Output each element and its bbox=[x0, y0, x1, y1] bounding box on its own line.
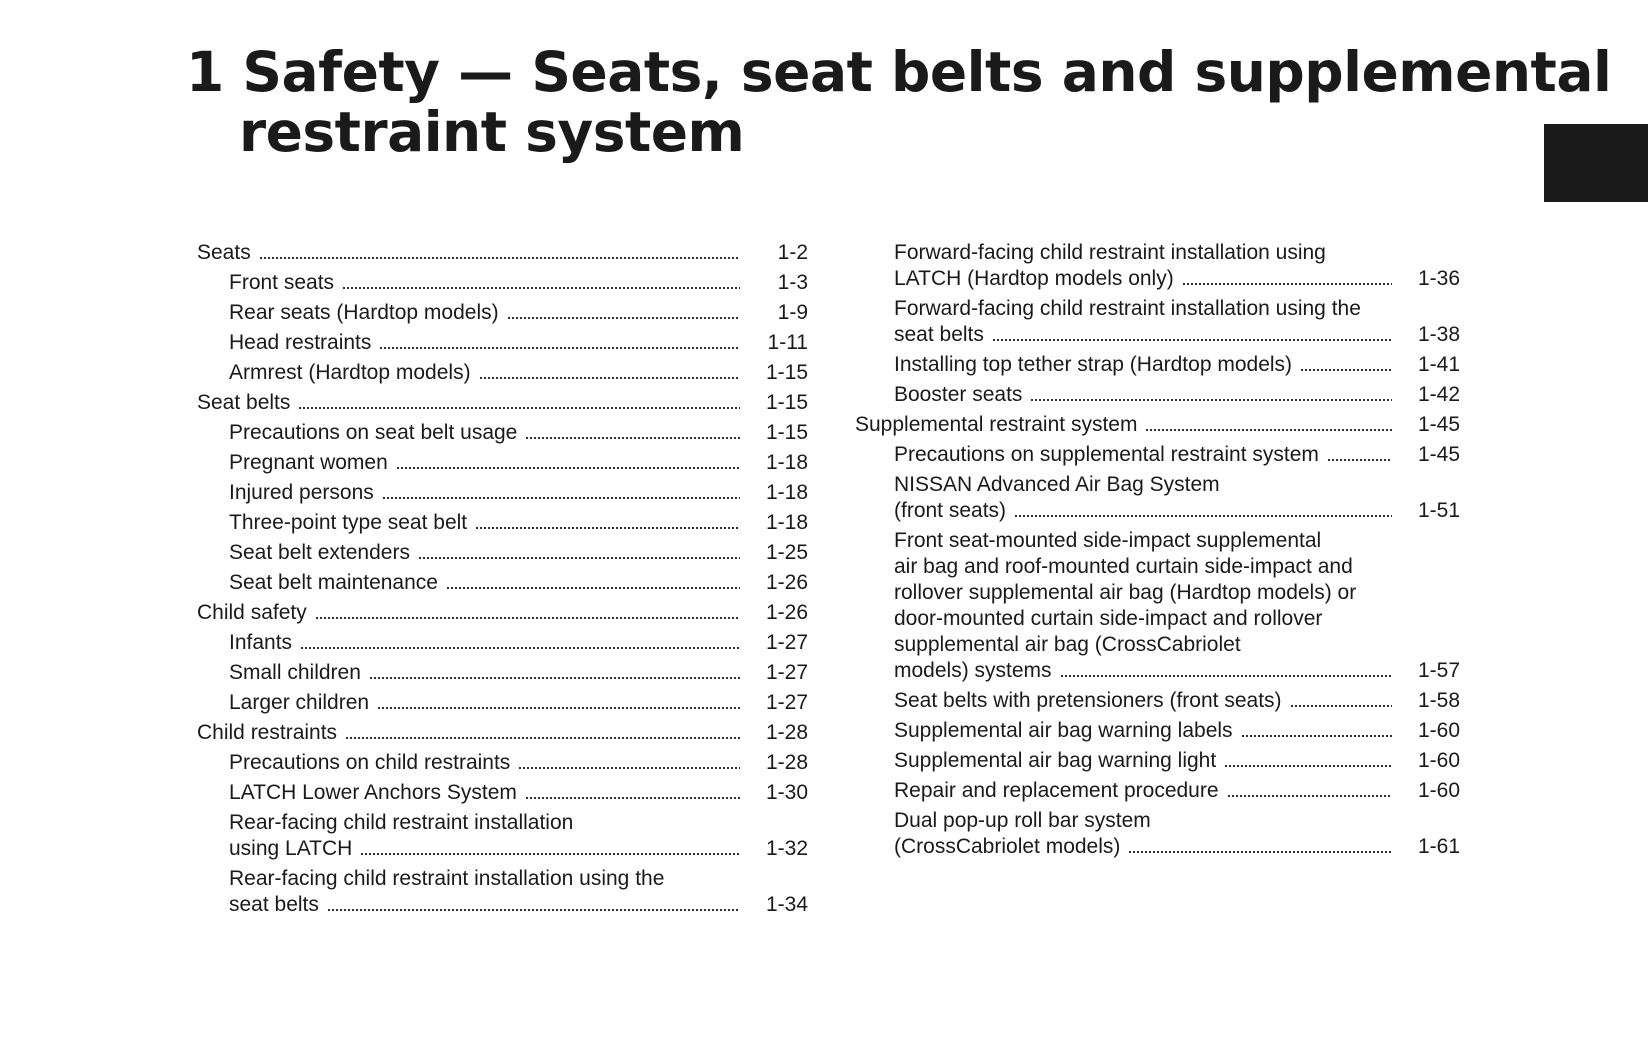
toc-entry[interactable] bbox=[855, 718, 1460, 744]
dot-leader bbox=[446, 585, 740, 591]
toc-page-number: 1-61 bbox=[1417, 835, 1460, 858]
toc-entry-title: seat belts bbox=[229, 893, 319, 916]
toc-entry-row bbox=[894, 322, 1460, 348]
toc-entry-title: Injured persons bbox=[229, 481, 374, 504]
toc-page-number: 1-27 bbox=[765, 631, 808, 654]
toc-entry-title: Three-point type seat belt bbox=[229, 511, 468, 534]
toc-page-number: 1-3 bbox=[777, 271, 808, 294]
dot-leader bbox=[342, 285, 740, 291]
dot-leader bbox=[298, 405, 740, 411]
dot-leader bbox=[418, 555, 740, 561]
toc-entry-title: models) systems bbox=[894, 659, 1052, 682]
toc-entry-row bbox=[894, 266, 1460, 292]
toc-page-number: 1-51 bbox=[1417, 499, 1460, 522]
toc-entry-row bbox=[229, 570, 808, 596]
toc-entry-title: seat belts bbox=[894, 323, 984, 346]
toc-entry-row bbox=[229, 780, 808, 806]
toc-entry-row bbox=[229, 836, 808, 862]
toc-entry-title: Precautions on seat belt usage bbox=[229, 421, 518, 444]
toc-entry-title: LATCH Lower Anchors System bbox=[229, 781, 517, 804]
toc-entry-text-line: supplemental air bag (CrossCabriolet bbox=[894, 633, 1241, 656]
toc-entry-row bbox=[197, 720, 808, 746]
toc-entry-title: (front seats) bbox=[894, 499, 1007, 522]
toc-entry-title: Precautions on supplemental restraint system bbox=[894, 443, 1319, 466]
toc-entry[interactable] bbox=[197, 866, 808, 918]
toc-entry-row bbox=[894, 718, 1460, 744]
toc-entry-row bbox=[894, 834, 1460, 860]
toc-page-number: 1-18 bbox=[765, 451, 808, 474]
toc-page-number: 1-2 bbox=[777, 241, 808, 264]
toc-entry-row bbox=[229, 540, 808, 566]
toc-entry-title: Precautions on child restraints bbox=[229, 751, 511, 774]
toc-column-right bbox=[855, 240, 1460, 864]
dot-leader bbox=[1128, 849, 1392, 855]
toc-page-number: 1-15 bbox=[765, 391, 808, 414]
toc-entry-title: Larger children bbox=[229, 691, 370, 714]
toc-page-number: 1-60 bbox=[1417, 779, 1460, 802]
dot-leader bbox=[1227, 793, 1392, 799]
toc-entry[interactable] bbox=[855, 240, 1460, 292]
dot-leader bbox=[369, 675, 740, 681]
toc-entry-title: Seat belt maintenance bbox=[229, 571, 438, 594]
dot-leader bbox=[992, 337, 1392, 343]
toc-entry[interactable] bbox=[197, 720, 808, 746]
toc-page-number: 1-34 bbox=[765, 893, 808, 916]
toc-page-number: 1-18 bbox=[765, 481, 808, 504]
toc-entry-row bbox=[229, 450, 808, 476]
toc-entry-row bbox=[229, 330, 808, 356]
toc-entry[interactable] bbox=[197, 480, 808, 506]
toc-entry-row bbox=[894, 442, 1460, 468]
toc-page-number: 1-41 bbox=[1417, 353, 1460, 376]
toc-page-number: 1-45 bbox=[1417, 443, 1460, 466]
toc-entry-row bbox=[197, 240, 808, 266]
toc-page-number: 1-57 bbox=[1417, 659, 1460, 682]
toc-entry-text-line: Forward-facing child restraint installation using the bbox=[894, 297, 1361, 320]
toc-entry[interactable] bbox=[197, 810, 808, 862]
toc-page-number: 1-15 bbox=[765, 421, 808, 444]
toc-entry-row bbox=[894, 658, 1460, 684]
toc-page-number: 1-27 bbox=[765, 661, 808, 684]
toc-entry-text-line: Rear-facing child restraint installation using the bbox=[229, 867, 665, 890]
dot-leader bbox=[1145, 427, 1392, 433]
toc-entry-title: Installing top tether strap (Hardtop models) bbox=[894, 353, 1293, 376]
toc-entry-title: Rear seats (Hardtop models) bbox=[229, 301, 499, 324]
dot-leader bbox=[1300, 367, 1392, 373]
dot-leader bbox=[479, 375, 740, 381]
dot-leader bbox=[1030, 397, 1392, 403]
toc-entry-title: Supplemental air bag warning light bbox=[894, 749, 1217, 772]
toc-page-number: 1-36 bbox=[1417, 267, 1460, 290]
dot-leader bbox=[377, 705, 740, 711]
toc-entry[interactable] bbox=[855, 412, 1460, 438]
toc-page-number: 1-28 bbox=[765, 721, 808, 744]
toc-entry-title: Seat belts bbox=[197, 391, 291, 414]
toc-entry-title: Child restraints bbox=[197, 721, 338, 744]
toc-entry-text-line: rollover supplemental air bag (Hardtop models) or bbox=[894, 581, 1357, 604]
dot-leader bbox=[1060, 673, 1392, 679]
toc-entry-row bbox=[229, 892, 808, 918]
toc-page-number: 1-28 bbox=[765, 751, 808, 774]
toc-entry-title: Small children bbox=[229, 661, 361, 684]
toc-entry[interactable] bbox=[197, 240, 808, 266]
dot-leader bbox=[525, 435, 740, 441]
toc-entry-text-line: Rear-facing child restraint installation bbox=[229, 811, 574, 834]
toc-entry[interactable] bbox=[197, 330, 808, 356]
dot-leader bbox=[475, 525, 740, 531]
page-title bbox=[186, 42, 1611, 162]
dot-leader bbox=[345, 735, 740, 741]
toc-entry-row bbox=[229, 660, 808, 686]
toc-entry[interactable] bbox=[855, 688, 1460, 714]
toc-entry[interactable] bbox=[197, 420, 808, 446]
toc-entry[interactable] bbox=[855, 472, 1460, 524]
toc-entry-title: (CrossCabriolet models) bbox=[894, 835, 1121, 858]
toc-entry-title: Infants bbox=[229, 631, 293, 654]
toc-entry-title: Booster seats bbox=[894, 383, 1023, 406]
toc-entry-row bbox=[229, 480, 808, 506]
toc-entry[interactable] bbox=[197, 570, 808, 596]
toc-column-left bbox=[197, 240, 808, 922]
toc-entry[interactable] bbox=[855, 442, 1460, 468]
toc-entry-title: Supplemental air bag warning labels bbox=[894, 719, 1233, 742]
toc-entry-row bbox=[229, 510, 808, 536]
toc-entry[interactable] bbox=[197, 600, 808, 626]
dot-leader bbox=[1182, 281, 1392, 287]
toc-entry-title: Supplemental restraint system bbox=[855, 413, 1138, 436]
toc-entry[interactable] bbox=[197, 510, 808, 536]
toc-page-number: 1-60 bbox=[1417, 749, 1460, 772]
dot-leader bbox=[379, 345, 740, 351]
dot-leader bbox=[360, 851, 740, 857]
toc-entry[interactable] bbox=[197, 300, 808, 326]
toc-page-number: 1-27 bbox=[765, 691, 808, 714]
toc-entry[interactable] bbox=[855, 296, 1460, 348]
toc-entry-title: Seat belt extenders bbox=[229, 541, 410, 564]
toc-entry-row bbox=[229, 270, 808, 296]
toc-entry-title: Repair and replacement procedure bbox=[894, 779, 1219, 802]
toc-entry-text-line: NISSAN Advanced Air Bag System bbox=[894, 473, 1220, 496]
toc-entry[interactable] bbox=[197, 780, 808, 806]
dot-leader bbox=[1327, 457, 1392, 463]
toc-page-number: 1-26 bbox=[765, 601, 808, 624]
toc-entry-row bbox=[894, 688, 1460, 714]
toc-entry-text-line: Forward-facing child restraint installation using bbox=[894, 241, 1326, 264]
dot-leader bbox=[1290, 703, 1392, 709]
dot-leader bbox=[327, 907, 740, 913]
toc-entry-row bbox=[894, 352, 1460, 378]
dot-leader bbox=[300, 645, 740, 651]
toc-entry-row bbox=[894, 498, 1460, 524]
toc-entry[interactable] bbox=[855, 748, 1460, 774]
toc-entry-text-line: air bag and roof-mounted curtain side-impact and bbox=[894, 555, 1353, 578]
toc-entry-text-line: door-mounted curtain side-impact and rollover bbox=[894, 607, 1323, 630]
toc-page-number: 1-45 bbox=[1417, 413, 1460, 436]
dot-leader bbox=[1014, 513, 1392, 519]
toc-entry-row bbox=[229, 360, 808, 386]
toc-entry[interactable] bbox=[197, 360, 808, 386]
dot-leader bbox=[396, 465, 740, 471]
toc-entry[interactable] bbox=[855, 352, 1460, 378]
toc-entry-text-line: Dual pop-up roll bar system bbox=[894, 809, 1151, 832]
toc-page-number: 1-26 bbox=[765, 571, 808, 594]
toc-page-number: 1-32 bbox=[765, 837, 808, 860]
toc-page-number: 1-9 bbox=[777, 301, 808, 324]
toc-page-number: 1-42 bbox=[1417, 383, 1460, 406]
toc-entry-title: Front seats bbox=[229, 271, 335, 294]
toc-page-number: 1-60 bbox=[1417, 719, 1460, 742]
dot-leader bbox=[315, 615, 740, 621]
toc-entry[interactable] bbox=[197, 540, 808, 566]
toc-entry-title: LATCH (Hardtop models only) bbox=[894, 267, 1174, 290]
toc-entry[interactable] bbox=[197, 270, 808, 296]
toc-page-number: 1-11 bbox=[767, 331, 808, 354]
toc-entry-title: Head restraints bbox=[229, 331, 372, 354]
toc-page-number: 1-18 bbox=[765, 511, 808, 534]
toc-entry-title: using LATCH bbox=[229, 837, 353, 860]
toc-entry[interactable] bbox=[197, 390, 808, 416]
toc-entry-row bbox=[229, 750, 808, 776]
page-title-line2: restraint system bbox=[239, 100, 745, 164]
toc-entry[interactable] bbox=[197, 690, 808, 716]
toc-entry[interactable] bbox=[855, 778, 1460, 804]
toc-page-number: 1-30 bbox=[765, 781, 808, 804]
dot-leader bbox=[1241, 733, 1392, 739]
toc-page-number: 1-15 bbox=[765, 361, 808, 384]
toc-entry-title: Seat belts with pretensioners (front seats) bbox=[894, 689, 1282, 712]
toc-entry-title: Pregnant women bbox=[229, 451, 388, 474]
toc-entry-row bbox=[855, 412, 1460, 438]
toc-entry-title: Child safety bbox=[197, 601, 307, 624]
toc-entry-row bbox=[894, 778, 1460, 804]
dot-leader bbox=[507, 315, 740, 321]
toc-entry[interactable] bbox=[197, 630, 808, 656]
toc-entry[interactable] bbox=[855, 528, 1460, 684]
dot-leader bbox=[518, 765, 740, 771]
toc-entry-row bbox=[197, 390, 808, 416]
dot-leader bbox=[382, 495, 740, 501]
dot-leader bbox=[525, 795, 740, 801]
toc-entry[interactable] bbox=[855, 382, 1460, 408]
toc-entry-row bbox=[229, 630, 808, 656]
toc-page-number: 1-38 bbox=[1417, 323, 1460, 346]
toc-entry-row bbox=[894, 382, 1460, 408]
toc-entry-row bbox=[229, 690, 808, 716]
dot-leader bbox=[259, 255, 740, 261]
toc-page-number: 1-25 bbox=[765, 541, 808, 564]
toc-page-number: 1-58 bbox=[1417, 689, 1460, 712]
toc-entry[interactable] bbox=[855, 808, 1460, 860]
chapter-tab bbox=[1544, 124, 1648, 202]
toc-entry-text-line: Front seat-mounted side-impact supplemental bbox=[894, 529, 1322, 552]
toc-entry[interactable] bbox=[197, 750, 808, 776]
dot-leader bbox=[1224, 763, 1392, 769]
toc-entry-row bbox=[229, 420, 808, 446]
toc-entry-row bbox=[894, 748, 1460, 774]
toc-entry[interactable] bbox=[197, 450, 808, 476]
toc-entry-row bbox=[229, 300, 808, 326]
page-title-line1: 1 Safety — Seats, seat belts and supplemental bbox=[186, 40, 1612, 104]
toc-entry-title: Armrest (Hardtop models) bbox=[229, 361, 471, 384]
toc-entry-title: Seats bbox=[197, 241, 251, 264]
toc-entry-row bbox=[197, 600, 808, 626]
toc-entry[interactable] bbox=[197, 660, 808, 686]
